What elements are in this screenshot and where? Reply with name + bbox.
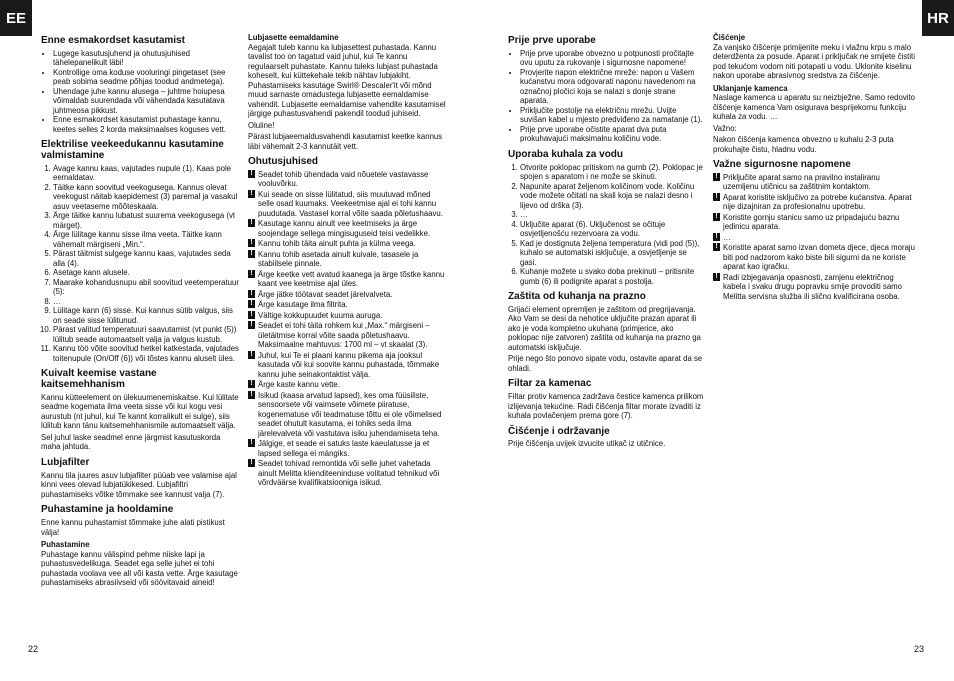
warning-text: Jälgige, et seade ei satuks laste kaeulatusse ja et lapsed sellega ei mängiks. bbox=[258, 439, 430, 458]
column-hr-2 bbox=[713, 30, 915, 302]
warning-item bbox=[248, 380, 448, 390]
warning-item bbox=[248, 300, 448, 310]
warning-item bbox=[713, 273, 915, 302]
warning-item bbox=[248, 311, 448, 321]
warning-icon: ! bbox=[248, 459, 255, 467]
list-item: 5. Pärast täitmist sulgege kannu kaas, vajutades seda alla (4). bbox=[53, 249, 241, 268]
warning-icon: ! bbox=[713, 213, 720, 221]
list-item: 8. … bbox=[53, 297, 241, 307]
warning-text: Ärge kasutage ilma filtrita. bbox=[258, 300, 348, 310]
warning-text: Vältige kokkupuudet kuuma auruga. bbox=[258, 310, 383, 320]
paragraph: Grijaći element opremljen je zaštitom od pregrijavanja. Ako Vam se desi da nehotice uključite prazan aparat ili ako je voda kompletno ukuhana (primjerice, ako poklopac nije zatvoren) zaštita od kuhanja na prazno ga automatski isključuje. bbox=[508, 304, 701, 352]
warning-item bbox=[248, 290, 448, 300]
warning-icon: ! bbox=[248, 190, 255, 198]
subheading-cleaning-ee: Puhastamine bbox=[41, 540, 90, 550]
warning-text: Koristite aparat samo izvan dometa djece, djeca moraju biti pod nadzorom kako biste bili sigurni da ne koriste aparat kao igračku. bbox=[723, 243, 915, 272]
warning-icon: ! bbox=[248, 351, 255, 359]
list-before-first-use-hr bbox=[508, 49, 704, 144]
list-item: 4. Ärge lülitage kannu sisse ilma veeta. Täitke kann vähemalt märgiseni „Min.“. bbox=[53, 230, 241, 249]
list-item: 11. Kannu töö võite soovitud hetkel katkestada, vajutades toitenupule (On/Off (6)) või tõstes kannu aluselt üles. bbox=[53, 344, 241, 363]
list-item: 3. Ärge täitke kannu lubatust suurema veekogusega (vt märget). bbox=[53, 211, 241, 230]
warning-icon: ! bbox=[248, 380, 255, 388]
list-item: 6. Kuhanje možete u svako doba prekinuti – pritisnite gumb (6) ili podignite aparat s postolja. bbox=[520, 267, 704, 286]
warning-item bbox=[248, 439, 448, 458]
warning-item bbox=[248, 391, 448, 439]
warning-item bbox=[713, 173, 915, 192]
subheading-descaling-ee: Lubjasette eemaldamine bbox=[248, 33, 339, 42]
paragraph: Nakon čišćenja kamenca obvezno u kuhalu 2-3 puta prokuhajte čistu, hladnu vodu. bbox=[713, 135, 894, 154]
paragraph: Važno: bbox=[713, 123, 737, 133]
list-item: 4. Uključite aparat (6). Uključenost se očituje osvjetljenošću rezervoara za vodu. bbox=[520, 220, 704, 239]
warning-icon: ! bbox=[713, 173, 720, 181]
paragraph: Pärast lubjaeemaldusvahendi kasutamist keetke kannus läbi vähemalt 2-3 kannutäit vett. bbox=[248, 132, 443, 151]
warning-icon: ! bbox=[248, 321, 255, 329]
heading-limescale-filter-hr: Filtar za kamenac bbox=[508, 378, 592, 390]
list-item: • Uhendage juhe kannu alusega – juhtme hoiupesa võimaldab suurendada või vähendada kasutatava juhtmeosa pikkust. bbox=[53, 87, 241, 116]
warning-text: Koristite gornju stanicu samo uz pripadajuću baznu jedinicu aparata. bbox=[723, 212, 900, 232]
list-item: 9. Lülitage kann (6) sisse. Kui kannus sütib valgus, siis on seade sisse lülitunud. bbox=[53, 306, 241, 325]
warning-text: Seadet ei tohi täita rohkem kui „Max.“ märgiseni – ületäitmise korral võite saada põletushaavu. Maksimaalne mahtuvus: 1700 ml – vt skaalat (3). bbox=[258, 321, 430, 350]
list-item: 1. Otvorite poklopac pritiskom na gumb (2). Poklopac je spojen s aparatom i ne može se skinuti. bbox=[520, 163, 704, 182]
page-number-right: 23 bbox=[913, 644, 924, 654]
warning-item bbox=[713, 193, 915, 212]
subheading-descaling-hr: Uklanjanje kamenca bbox=[713, 83, 788, 93]
warning-icon: ! bbox=[248, 290, 255, 298]
warning-text: Kannu tohib täita ainult puhta ja külma veega. bbox=[258, 239, 416, 249]
warning-item bbox=[713, 213, 915, 232]
warning-item bbox=[248, 190, 448, 219]
list-item: 6. Asetage kann alusele. bbox=[53, 268, 241, 278]
warning-text: … bbox=[723, 232, 731, 242]
warning-icon: ! bbox=[248, 239, 255, 247]
list-item: • Kontrollige oma koduse vooluringi pingetaset (see peab sobima seadme põhjas toodud andmetega). bbox=[53, 68, 241, 87]
heading-before-first-use-ee: Enne esmakordset kasutamist bbox=[41, 35, 185, 46]
warning-item bbox=[248, 321, 448, 350]
warning-text: Kasutage kannu ainult vee keetmiseks ja ärge soojendage sellega mingisuguseid teisi vedelikke. bbox=[258, 219, 431, 238]
page-number-left: 22 bbox=[28, 644, 39, 654]
warning-text: Ärge kaste kannu vette. bbox=[258, 380, 340, 390]
warning-text: Ärge keetke vett avatud kaanega ja ärge tõstke kannu kaant vee keetmise ajal üles. bbox=[258, 269, 445, 289]
warning-text: Seadet tohivad remontida või selle juhet vahetada ainult Melitta klienditeeninduse volitatud tehnikud või võrdväärse kvalifikatsiooniga isikud. bbox=[258, 459, 440, 488]
warning-item bbox=[248, 219, 448, 238]
warning-item bbox=[248, 250, 448, 269]
list-item: 5. Kad je dostignuta željena temperatura (vidi pod (5)), kuhalo se automatski isključuje, a osvjetljenje se gasi. bbox=[520, 239, 704, 268]
list-item: • Lugege kasutusjuhend ja ohutusjuhised tähelepanelikult läbi! bbox=[53, 49, 241, 68]
column-hr-1 bbox=[508, 30, 704, 451]
paragraph: Sel juhul laske seadmel enne järgmist kasutuskorda maha jahtuda. bbox=[41, 432, 221, 452]
heading-kettle-usage-ee: Elektrilise veekeedukannu kasutamine valmistamine bbox=[41, 139, 224, 162]
warning-icon: ! bbox=[248, 170, 255, 178]
warning-icon: ! bbox=[248, 311, 255, 319]
heading-dry-boil-protection-hr: Zaštita od kuhanja na prazno bbox=[508, 291, 646, 303]
list-item: • Prije prve uporabe očistite aparat dva puta prokuhavajući maksimalnu količinu vode. bbox=[520, 125, 704, 144]
heading-cleaning-maintenance-ee: Puhastamine ja hooldamine bbox=[41, 504, 174, 516]
list-before-first-use-ee bbox=[41, 49, 241, 135]
list-item: • Provjerite napon električne mreže: napon u Vašem kućanstvu mora odgovarati naponu navedenom na označnoj pločici koja se nalazi s donje strane aparata. bbox=[520, 68, 704, 106]
paragraph: Kannu tila juures asuv lubjafilter püüab vee valamise ajal kinni vees olevad lubjatükikesed. Lubjafiltri puhastamiseks võtke tõmmake see kannust valja (7). bbox=[41, 470, 237, 499]
warning-item bbox=[248, 351, 448, 380]
paragraph: Filtar protiv kamenca zadržava čestice kamenca prilikom izlijevanja tekućine. Radi čišćenja filtar morate izvaditi iz kuhala povlačenjem prema gore (7). bbox=[508, 392, 704, 421]
language-tab-hr: HR bbox=[922, 0, 954, 36]
paragraph: Aegajalt tuleb kannu ka lubjasettest puhastada. Kannu tavalist too on tagatud vaid juhul, kui Te kannu regulaarselt puhastate. Kannu tuleks lubjast puhastada koheselt, kui küttekehale tekib nähtav lubjakiht. Puhastamiseks kasutage Swirl® Descaler'it või mõnd muud sarnaste omadustega lubjasette eemaldamise vahendit. Lubjasette eemaldamise vahendite kasutamisel järgige puhastusvahendi pakendil toodud juhiseid. bbox=[248, 42, 446, 118]
warning-icon: ! bbox=[713, 233, 720, 241]
heading-limescale-filter-ee: Lubjafilter bbox=[41, 456, 90, 468]
warning-text: Juhul, kui Te ei plaani kannu pikema aja jooksul kasutada või kui soovite kannu puhastada, tõmmake kannu juhe seinakontaktist välja. bbox=[258, 350, 440, 379]
list-item: 3. … bbox=[520, 210, 704, 220]
column-ee-1 bbox=[41, 30, 241, 590]
warning-item bbox=[248, 459, 448, 488]
warning-text: Priključite aparat samo na pravilno instaliranu uzemljenu utičnicu sa zaštitnim kontaktom. bbox=[723, 172, 880, 192]
heading-cleaning-maintenance-hr: Čišćenje i održavanje bbox=[508, 425, 610, 437]
warning-text: Aparat koristite isključivo za potrebe kućanstva. Aparat nije dizajniran za profesionalnu upotrebu. bbox=[723, 192, 912, 212]
warning-icon: ! bbox=[248, 219, 255, 227]
warning-text: Radi izbjegavanja opasnosti, zamjenu električnog kabela i svaku drugu popravku smije provoditi samo Melitta servisna služba ili slično kvalificirana osoba. bbox=[723, 272, 902, 301]
column-ee-2 bbox=[248, 30, 448, 489]
warning-text: Kannu tohib asetada ainult kuivale, tasasele ja stabiilsele pinnale. bbox=[258, 249, 419, 269]
warning-item bbox=[248, 239, 448, 249]
paragraph: Kannu kütteelement on ülekuumenemiskaitse. Kui lülitate seadme kogemata ilma veeta sisse või kui kogu vesi aurustub (nt juhul, kui Te kannt korralikult ei sulge), siis lülitub kann tänu kaitsemehhanismile automaatselt välja. bbox=[41, 392, 239, 431]
warning-icon: ! bbox=[248, 270, 255, 278]
list-kettle-usage-hr bbox=[508, 163, 704, 287]
paragraph: Enne kannu puhastamist tõmmake juhe alati pistikust välja! bbox=[41, 518, 225, 537]
paragraph: Naslage kamenca u aparatu su neizbježne. Samo redovito čišćenje kamenca Vam osigurava besprijekornu funkciju kuhala za vodu. … bbox=[713, 93, 915, 121]
list-item: 10. Pärast valitud temperatuuri saavutamist (vt punkt (5)) lülitub seade automaatselt valja ja valgus kustub. bbox=[53, 325, 241, 344]
heading-kettle-usage-hr: Uporaba kuhala za vodu bbox=[508, 148, 624, 160]
warning-text: Isikud (kaasa arvatud lapsed), kes oma füüsiliste, sensoorsete või vaimsete võimete piiratuse, kogenematuse või teadmatuse tõttu ei ole võimelised seadet ohutult kasutama, ei tohiks seda ilma järelevalveta või vastutava isiku juhendamiseta teha. bbox=[258, 390, 442, 438]
warning-text: Seadet tohib ühendada vaid nõuetele vastavasse vooluvõrku. bbox=[258, 169, 429, 189]
list-item: 2. Täitke kann soovitud veekogusega. Kannus olevat veekogust näitab kaepidemest (3) paremal ja vasakul asuv veetaseme mõõteskaala. bbox=[53, 183, 241, 212]
warning-icon: ! bbox=[713, 273, 720, 281]
list-item: • Enne esmakordset kasutamist puhastage kannu, keetes selles 2 korda maksimaalses koguses vett. bbox=[53, 115, 241, 134]
list-item: 1. Avage kannu kaas, vajutades nupule (1). Kaas pole eemaldatav. bbox=[53, 164, 241, 183]
warning-item bbox=[248, 170, 448, 189]
warning-icon: ! bbox=[713, 243, 720, 251]
warning-icon: ! bbox=[248, 300, 255, 308]
list-item: 2. Napunite aparat željenom količinom vode. Količinu vode možete očitati na skali koja se nalazi desno i lijevo od drška (3). bbox=[520, 182, 704, 211]
warning-text: Ärge jätke töötavat seadet järelvalveta. bbox=[258, 289, 393, 299]
paragraph: Prije nego što ponovo sipate vodu, ostavite aparat da se ohladi. bbox=[508, 354, 703, 373]
paragraph: Puhastage kannu välispind pehme niiske lapi ja puhastusvedelikuga. Seadet ega selle juhet ei tohi puhastada voolava vee all või kasta vette. Ärge kasutage puhastamiseks abrasiivseid või söövitavaid aineid! bbox=[41, 549, 238, 588]
list-item: • Priključite postolje na električnu mrežu. Uvijte suvišan kabel u mjesto predviđeno za namatanje (1). bbox=[520, 106, 704, 125]
warning-icon: ! bbox=[248, 391, 255, 399]
warning-icon: ! bbox=[713, 193, 720, 201]
paragraph: Oluline! bbox=[248, 120, 275, 130]
list-item: 7. Maarake kohandusnupu abil soovitud veetemperatuur (5): bbox=[53, 278, 241, 297]
warning-item bbox=[713, 233, 915, 243]
language-tab-ee: EE bbox=[0, 0, 32, 36]
warning-item bbox=[248, 270, 448, 289]
heading-dry-boil-protection-ee: Kuivalt keemise vastane kaitsemehhanism bbox=[41, 368, 157, 391]
warning-item bbox=[713, 243, 915, 272]
list-kettle-usage-ee bbox=[41, 164, 241, 364]
warning-icon: ! bbox=[248, 439, 255, 447]
heading-before-first-use-hr: Prije prve uporabe bbox=[508, 35, 596, 46]
heading-safety-ee: Ohutusjuhised bbox=[248, 156, 318, 167]
heading-safety-hr: Važne sigurnosne napomene bbox=[713, 159, 851, 170]
warning-text: Kui seade on sisse lülitatud, siis muutuvad mõned selle osad kuumaks. Veekeetmise ajal ei tohi kannu puudutada. Vastasel korral võite saada põletushaavu. bbox=[258, 189, 443, 218]
paragraph: Prije čišćenja uvijek izvucite utikač iz utičnice. bbox=[508, 439, 666, 449]
warning-icon: ! bbox=[248, 250, 255, 258]
subheading-cleaning-hr: Čišćenje bbox=[713, 33, 746, 42]
paragraph: Za vanjsko čišćenje primijenite meku i vlažnu krpu s malo deterdženta za posude. Aparat i priključak ne smijete čistiti pod tekućom vodom niti potapati u vodu. Uklonite kiselinu nakon uporabe abrasivnog sredstva za čišćenje. bbox=[713, 42, 915, 80]
list-item: • Prije prve uporabe obvezno u potpunosti pročitajte ovu uputu za rukovanje i sigurnosne napomene! bbox=[520, 49, 704, 68]
